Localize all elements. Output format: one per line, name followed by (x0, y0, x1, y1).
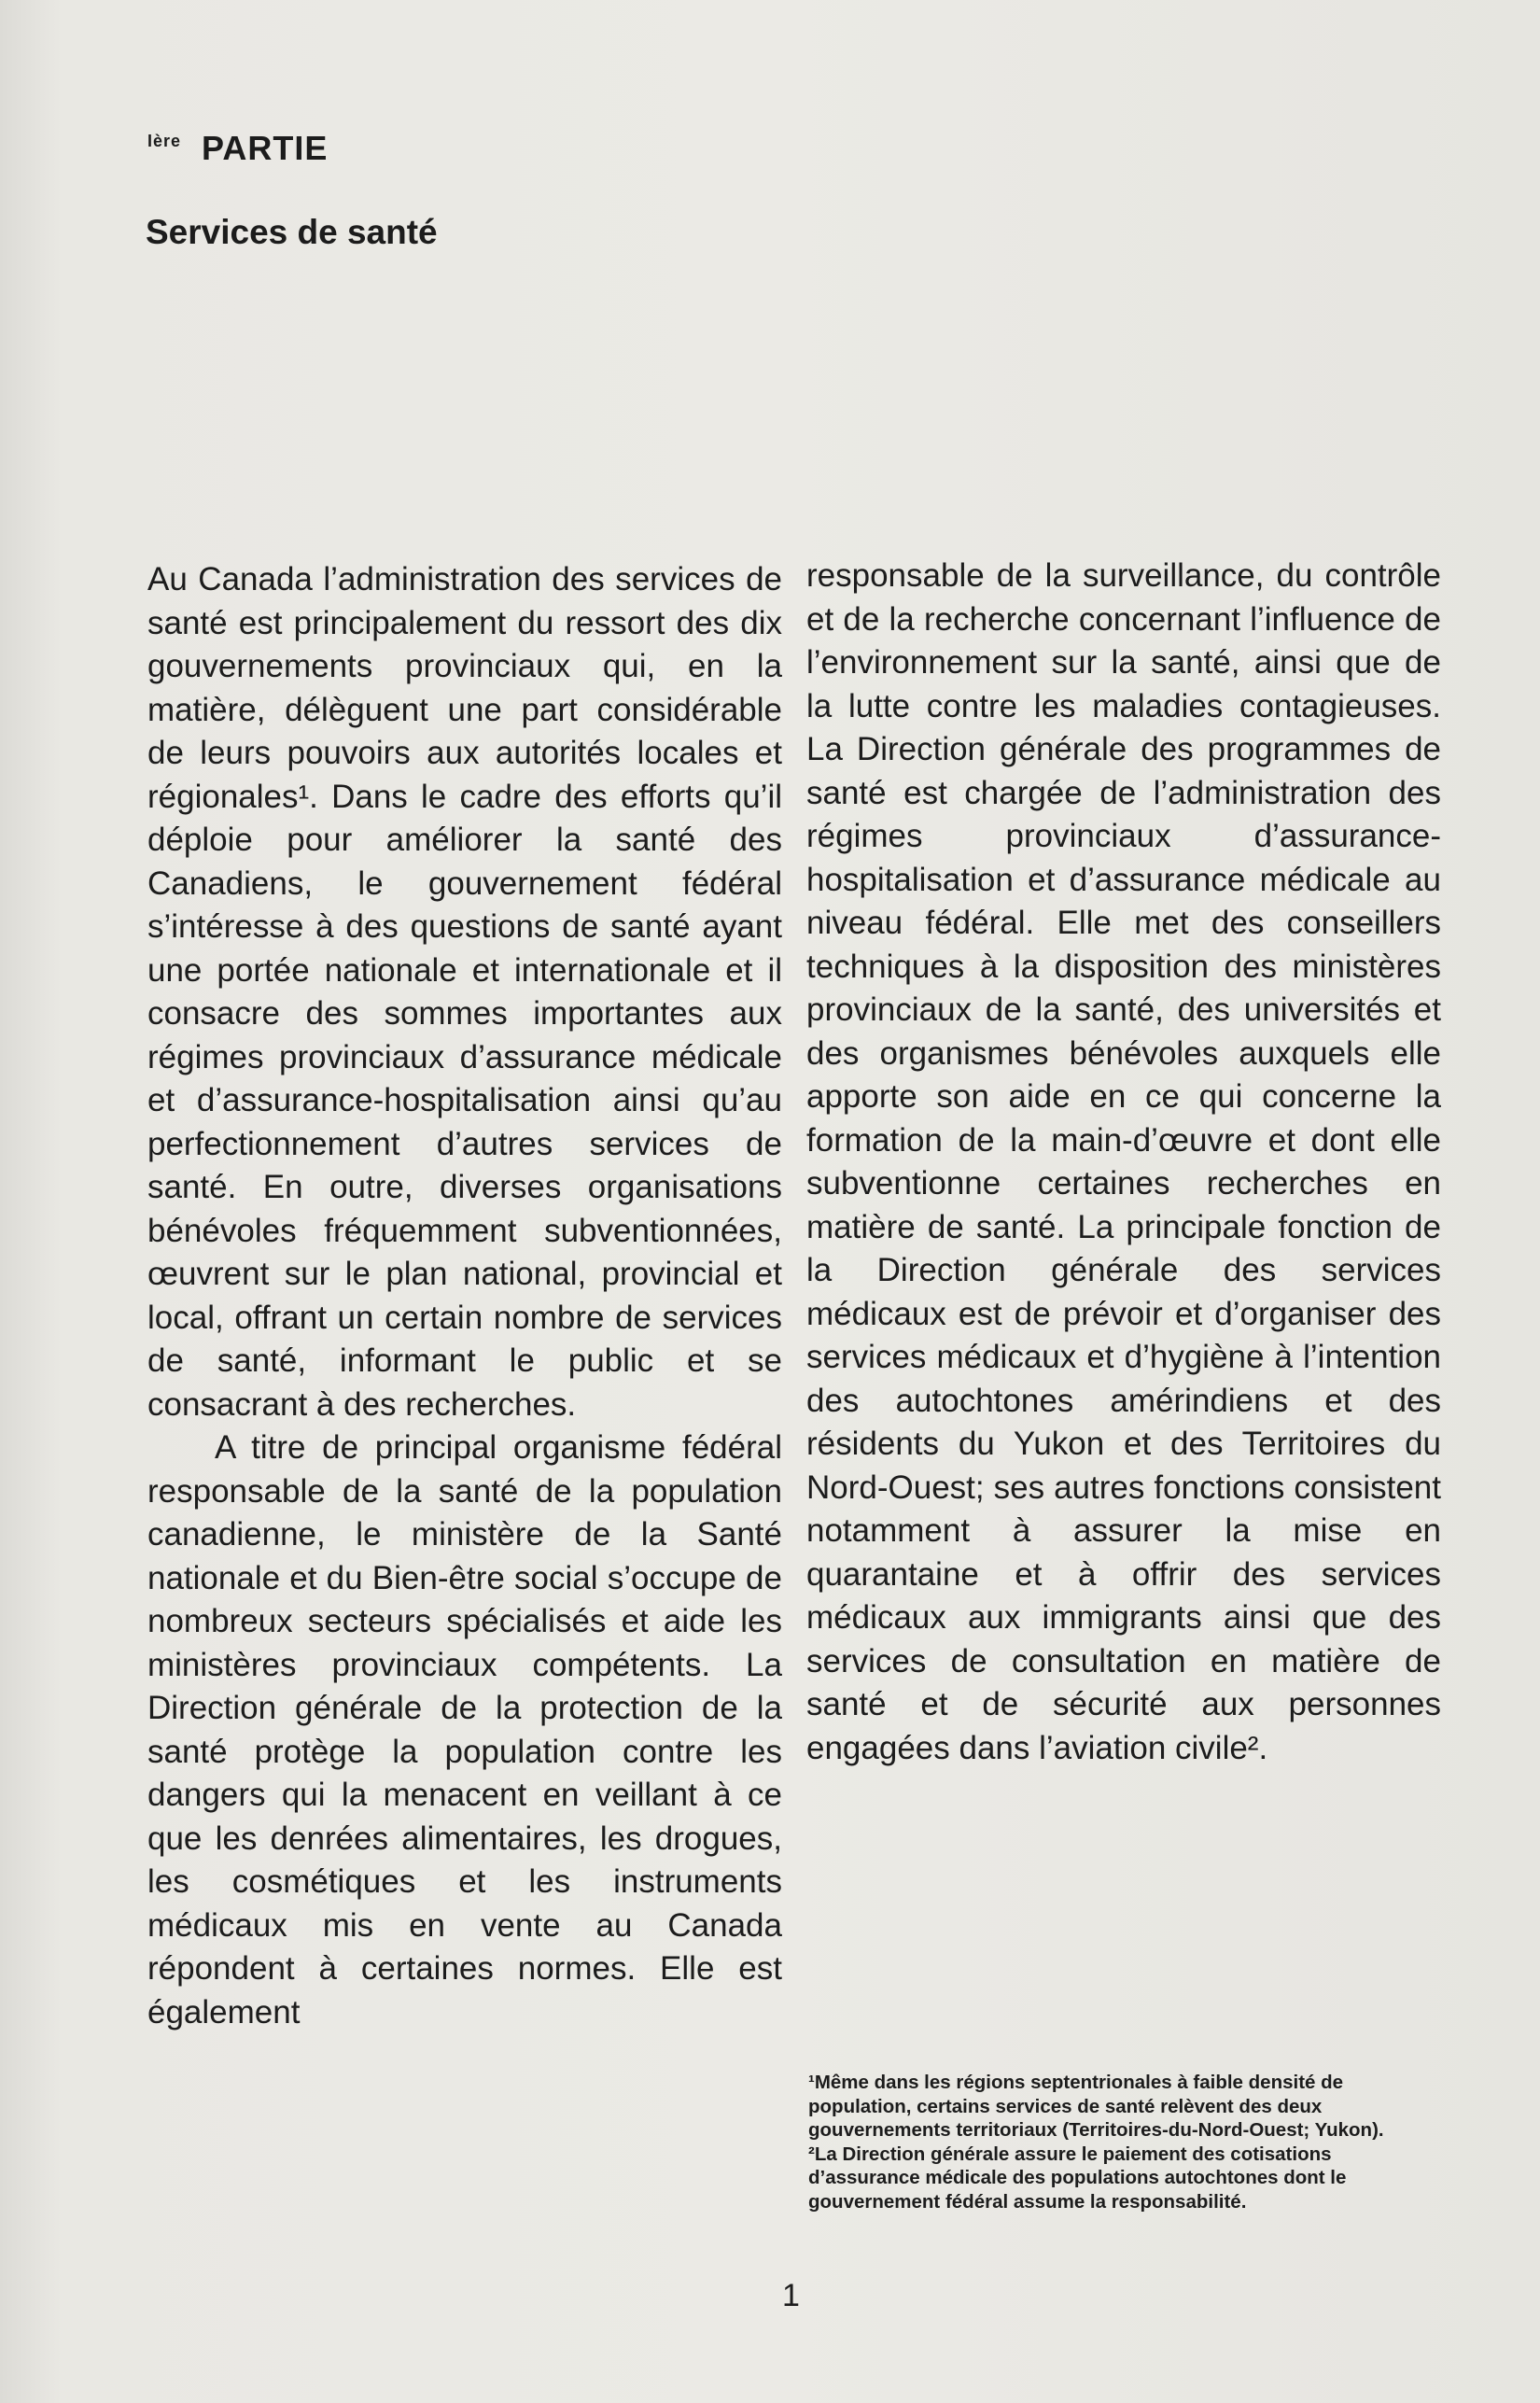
footnote-2: ²La Direction générale assure le paiement des cotisations d’assurance médicale des populations autochtones dont le gouvernement fédéral assume la responsabilité. (808, 2143, 1347, 2213)
footnote-1: ¹Même dans les régions septentrionales à faible densité de population, certains services de santé relèvent des deux gouvernements territoriaux (Territoires-du-Nord-Ouest; Yukon). (808, 2072, 1384, 2141)
right-column (806, 555, 1441, 1770)
part-heading (147, 129, 328, 168)
section-title: Services de santé (146, 213, 438, 251)
body-paragraph: responsable de la surveillance, du contrôle et de la recherche concernant l’influence de l’environnement sur la santé, ainsi que de la lutte contre les maladies contagieuses. La Direction générale des programmes de santé est chargée de l’administration des régimes provinciaux d’assurance-hospitalisation et d’assurance médicale au niveau fédéral. Elle met des conseillers techniques à la disposition des ministères provinciaux de la santé, des universités et des organismes bénévoles auxquels elle apporte son aide en ce qui concerne la formation de la main-d’œuvre et dont elle subventionne certaines recherches en matière de santé. La principale fonction de la Direction générale des services médicaux est de prévoir et d’organiser des services médicaux et d’hygiène à l’intention des autochtones amérindiens et des résidents du Yukon et des Territoires du Nord-Ouest; ses autres fonctions consistent notamment à assurer la mise en quarantaine et à offrir des services médicaux aux immigrants ainsi que des services de consultation en matière de santé et de sécurité aux personnes engagées dans l’aviation civile². (806, 557, 1441, 1766)
page-number: 1 (782, 2278, 800, 2313)
body-paragraph: A titre de principal organisme fédéral responsable de la santé de la population canadienne, le ministère de la Santé nationale et du Bien-être social s’occupe de nombreux secteurs spécialisés et aide les ministères provinciaux compétents. La Direction générale de la protection de la santé protège la population contre les dangers qui la menacent en veillant à ce que les denrées alimentaires, les drogues, les cosmétiques et les instruments médicaux mis en vente au Canada répondent à certaines normes. Elle est également (147, 1429, 782, 2031)
part-label-text: PARTIE (202, 129, 329, 167)
footnotes (808, 2071, 1424, 2213)
body-paragraph: Au Canada l’administration des services de santé est principalement du ressort des dix gouvernements provinciaux qui, en la matière, délèguent une part considérable de leurs pouvoirs aux autorités locales et régionales¹. Dans le cadre des efforts qu’il déploie pour améliorer la santé des Canadiens, le gouvernement fédéral s’intéresse à des questions de santé ayant une portée nationale et internationale et il consacre des sommes importantes aux régimes provinciaux d’assurance médicale et d’assurance-hospitalisation ainsi qu’au perfectionnement d’autres services de santé. En outre, diverses organisations bénévoles fréquemment subventionnées, œuvrent sur le plan national, provincial et local, offrant un certain nombre de services de santé, informant le public et se consacrant à des recherches. (147, 561, 782, 1423)
part-ordinal: Ière (147, 132, 182, 150)
left-column (147, 558, 782, 2034)
